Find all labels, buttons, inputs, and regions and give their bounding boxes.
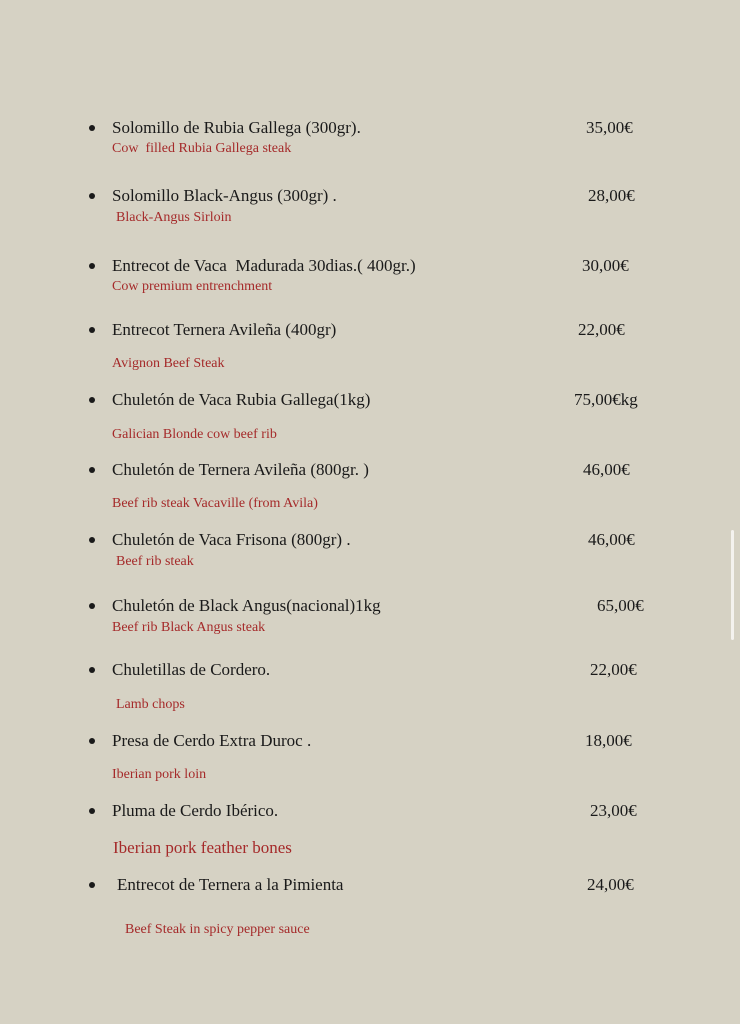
dish-name: Chuletón de Vaca Rubia Gallega(1kg) — [112, 390, 371, 409]
bullet-icon — [89, 125, 95, 131]
dish-translation: Galician Blonde cow beef rib — [112, 427, 277, 442]
dish-translation: Avignon Beef Steak — [112, 356, 225, 371]
bullet-icon — [89, 327, 95, 333]
scrollbar[interactable] — [731, 530, 734, 640]
bullet-icon — [89, 738, 95, 744]
bullet-icon — [89, 263, 95, 269]
dish-name: Pluma de Cerdo Ibérico. — [112, 801, 279, 820]
dish-name: Solomillo Black-Angus (300gr) . — [112, 186, 337, 205]
bullet-icon — [89, 603, 95, 609]
dish-name: Entrecot de Vaca Madurada 30dias.( 400gr.) — [112, 256, 416, 275]
dish-price: 24,00€ — [587, 875, 634, 894]
bullet-icon — [89, 537, 95, 543]
dish-price: 65,00€ — [597, 596, 644, 615]
dish-name: Chuletón de Ternera Avileña (800gr. ) — [112, 460, 369, 479]
dish-translation: Beef rib Black Angus steak — [112, 620, 266, 635]
dish-price: 18,00€ — [585, 731, 632, 750]
dish-price: 46,00€ — [583, 460, 630, 479]
dish-name: Entrecot de Ternera a la Pimienta — [117, 875, 344, 894]
dish-price: 28,00€ — [588, 186, 635, 205]
dish-price: 35,00€ — [586, 118, 633, 137]
dish-translation: Iberian pork loin — [112, 767, 207, 782]
bullet-icon — [89, 882, 95, 888]
dish-price: 22,00€ — [578, 320, 625, 339]
dish-name: Chuletón de Vaca Frisona (800gr) . — [112, 530, 351, 549]
dish-translation: Beef rib steak — [116, 554, 194, 569]
dish-translation: Beef Steak in spicy pepper sauce — [125, 922, 310, 937]
bullet-icon — [89, 193, 95, 199]
dish-translation: Cow premium entrenchment — [112, 279, 273, 294]
dish-name: Chuletillas de Cordero. — [112, 660, 271, 679]
bullet-icon — [89, 397, 95, 403]
dish-price: 22,00€ — [590, 660, 637, 679]
dish-translation: Iberian pork feather bones — [113, 838, 292, 857]
dish-translation: Cow filled Rubia Gallega steak — [112, 141, 292, 156]
dish-name: Solomillo de Rubia Gallega (300gr). — [112, 118, 361, 137]
dish-price: 46,00€ — [588, 530, 635, 549]
dish-name: Presa de Cerdo Extra Duroc . — [112, 731, 312, 750]
dish-translation: Black-Angus Sirloin — [116, 210, 232, 225]
bullet-icon — [89, 808, 95, 814]
dish-translation: Beef rib steak Vacaville (from Avila) — [112, 496, 318, 511]
dish-price: 30,00€ — [582, 256, 629, 275]
dish-name: Entrecot Ternera Avileña (400gr) — [112, 320, 337, 339]
dish-price: 75,00€kg — [574, 390, 638, 409]
dish-price: 23,00€ — [590, 801, 637, 820]
bullet-icon — [89, 467, 95, 473]
dish-translation: Lamb chops — [116, 697, 185, 712]
dish-name: Chuletón de Black Angus(nacional)1kg — [112, 596, 381, 615]
bullet-icon — [89, 667, 95, 673]
